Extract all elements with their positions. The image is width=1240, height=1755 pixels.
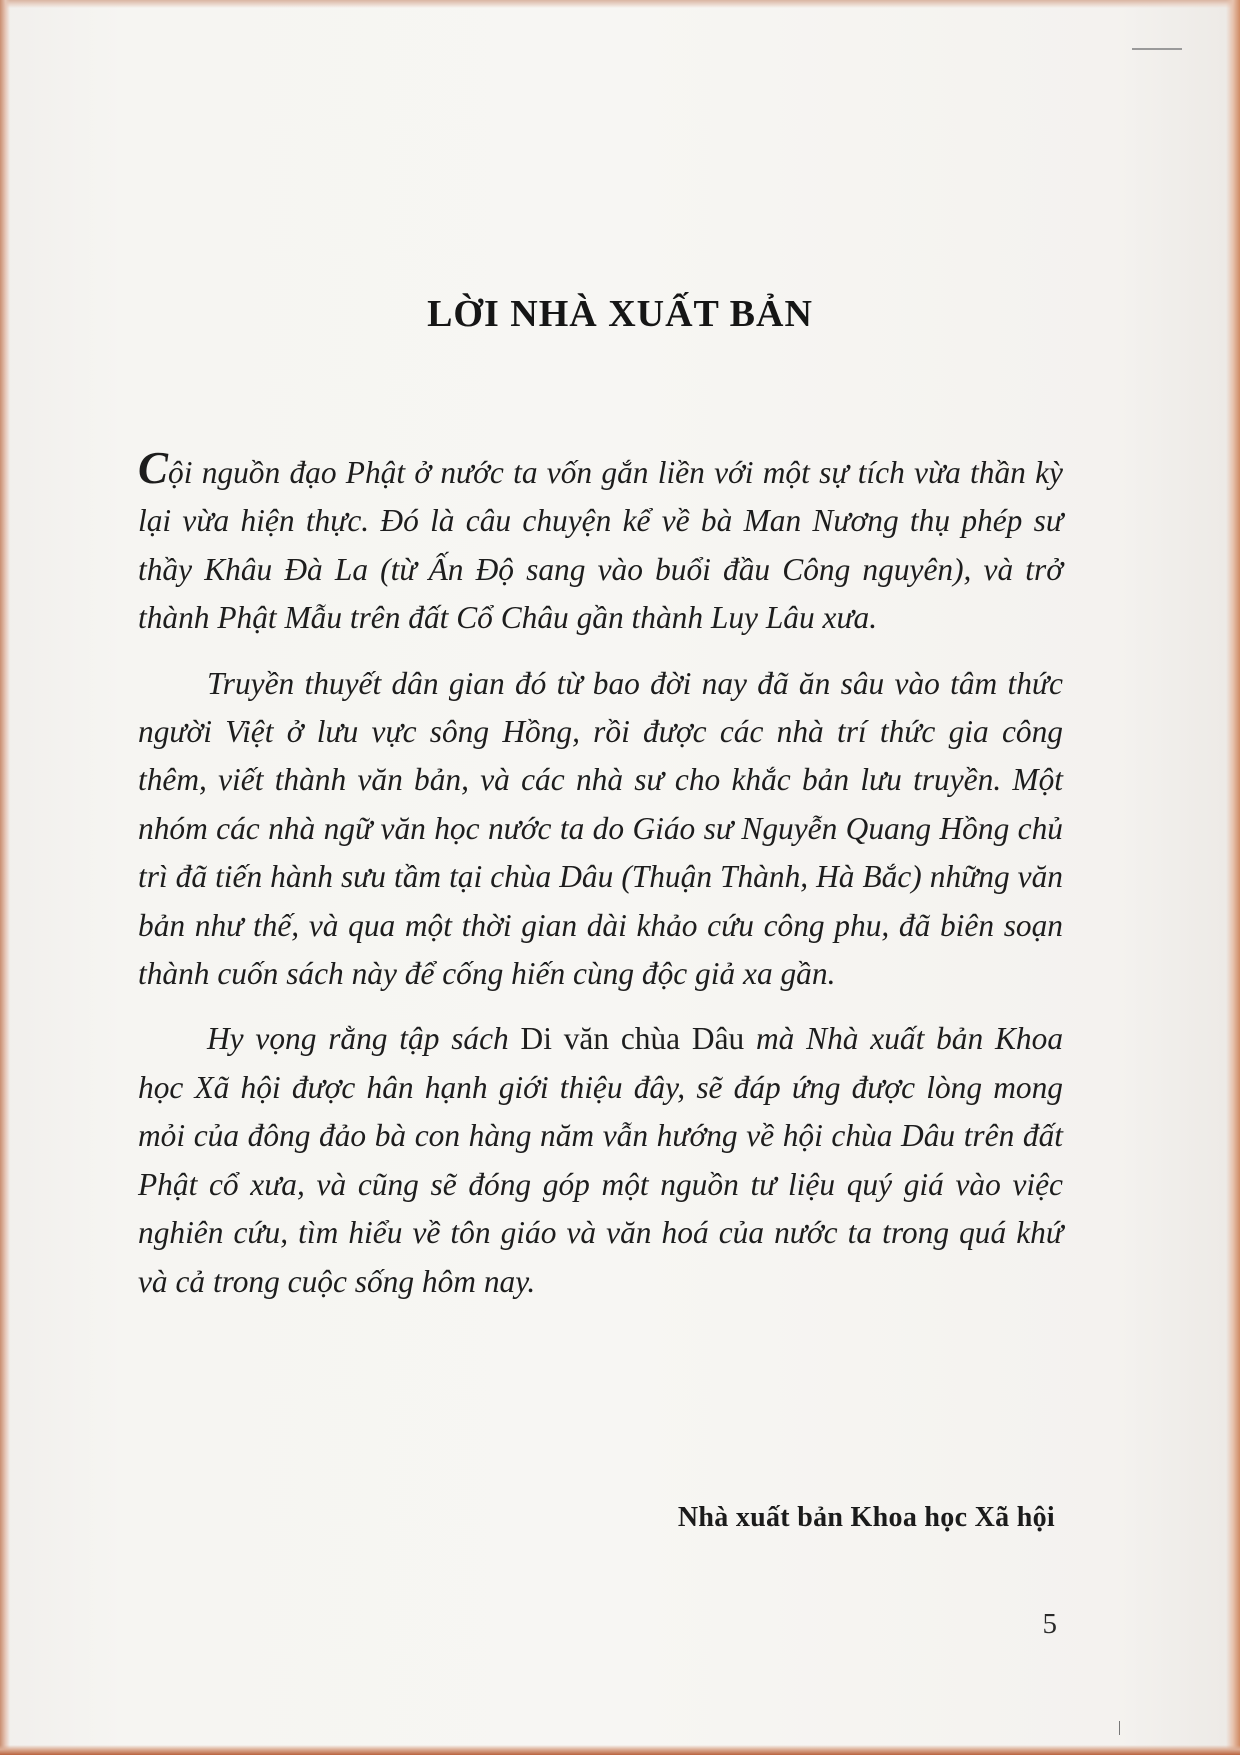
drop-cap: C [138, 443, 169, 493]
scan-mark [1132, 48, 1182, 50]
scan-mark-bottom [1119, 1721, 1120, 1735]
publisher-signature: Nhà xuất bản Khoa học Xã hội [677, 1502, 1055, 1533]
page-number: 5 [1042, 1608, 1057, 1640]
paragraph-2: Truyền thuyết dân gian đó từ bao đời nay đã ăn sâu vào tâm thức người Việt ở lưu vực sông Hồng, rồi được các nhà trí thức gia công thêm, viết thành văn bản, và các nhà sư cho khắc bản lưu truyền. Một nhóm các nhà ngữ văn học nước ta do Giáo sư Nguyễn Quang Hồng chủ trì đã tiến hành sưu tầm tại chùa Dâu (Thuận Thành, Hà Bắc) những văn bản như thế, và qua một thời gian dài khảo cứu công phu, đã biên soạn thành cuốn sách này để cống hiến cùng độc giả xa gần. [138, 665, 1063, 992]
paragraph-1-text: ội nguồn đạo Phật ở nước ta vốn gắn liền với một sự tích vừa thần kỳ lại vừa hiện thực. Đó là câu chuyện kể về bà Man Nương thụ phép sư thầy Khâu Đà La (từ Ấn Độ sang vào buổi đầu Công nguyên), và trở thành Phật Mẫu trên đất Cổ Châu gần thành Luy Lâu xưa. [138, 455, 1063, 636]
page-title: LỜI NHÀ XUẤT BẢN [427, 293, 813, 335]
page-top-edge [0, 0, 1240, 8]
body-text [138, 443, 1064, 1323]
paragraph-3-text-after: mà Nhà xuất bản Khoa học Xã hội được hân hạnh giới thiệu đây, sẽ đáp ứng được lòng mong mỏi của đông đảo bà con hàng năm vẫn hướng về hội chùa Dâu trên đất Phật cổ xưa, và cũng sẽ đóng góp một nguồn tư liệu quý giá vào việc nghiên cứu, tìm hiểu về tôn giáo và văn hoá của nước ta trong quá khứ và cả trong cuộc sống hôm nay. [138, 1021, 1064, 1299]
page-bottom-edge [0, 1745, 1240, 1755]
page-left-edge [0, 0, 10, 1755]
paragraph-3-text-before: Hy vọng rằng tập sách [207, 1021, 521, 1057]
book-title: Di văn chùa Dâu [520, 1021, 745, 1057]
paragraph-3 [138, 1015, 1063, 1305]
page-right-edge [1226, 0, 1240, 1755]
paragraph-1 [138, 443, 1063, 643]
